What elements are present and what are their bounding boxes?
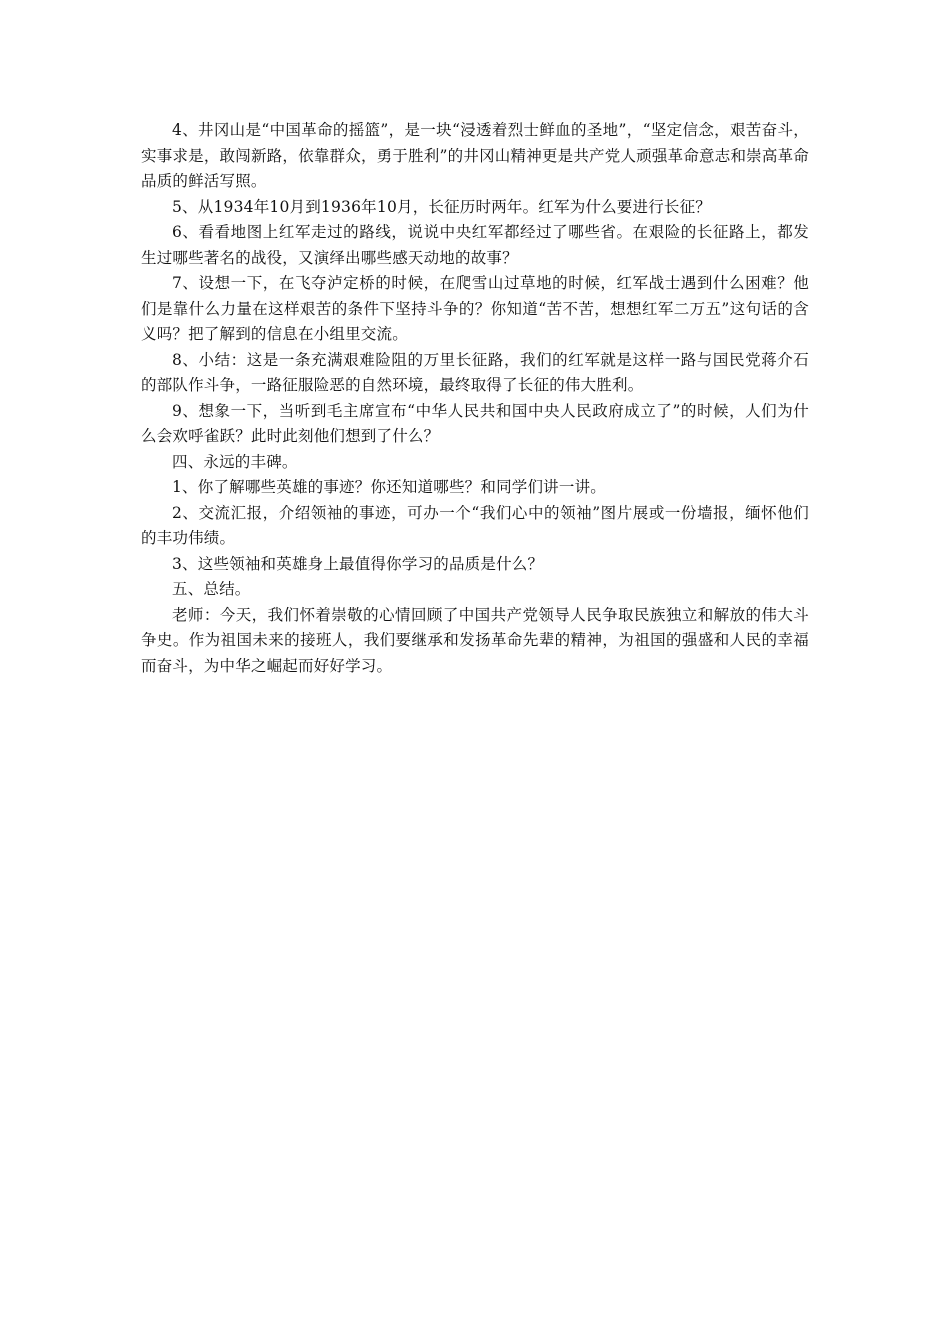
paragraph-difficulties: 7、设想一下，在飞夺泸定桥的时候，在爬雪山过草地的时候，红军战士遇到什么困难？他们是靠什么力量在这样艰苦的条件下坚持斗争的？你知道“苦不苦，想想红军二万五”这句话的含义吗？把了解到的信息在小组里交流。 — [141, 274, 809, 343]
paragraph-jinggangshan: 4、井冈山是“中国革命的摇篮”，是一块“浸透着烈士鲜血的圣地”，“坚定信念，艰苦奋斗，实事求是，敢闯新路，依靠群众，勇于胜利”的井冈山精神更是共产党人顽强革命意志和崇高革命品质的鲜活写照。 — [141, 121, 809, 190]
paragraph-long-march-duration: 5、从1934年10月到1936年10月，长征历时两年。红军为什么要进行长征？ — [172, 197, 712, 216]
paragraph-teacher-conclusion: 老师：今天，我们怀着崇敬的心情回顾了中国共产党领导人民争取民族独立和解放的伟大斗争史。作为祖国未来的接班人，我们要继承和发扬革命先辈的精神，为祖国的强盛和人民的幸福而奋斗，为中华之崛起而好好学习。 — [141, 605, 809, 675]
section-heading-monument: 四、永远的丰碑。 — [172, 452, 298, 471]
paragraph-founding: 9、想象一下，当听到毛主席宣布“中华人民共和国中央人民政府成立了”的时候，人们为什么会欢呼雀跃？此时此刻他们想到了什么？ — [141, 401, 809, 445]
paragraph-exhibition: 2、交流汇报，介绍领袖的事迹，可办一个“我们心中的领袖”图片展或一份墙报，缅怀他们的丰功伟绩。 — [141, 503, 809, 547]
paragraph-summary: 8、小结：这是一条充满艰难险阻的万里长征路，我们的红军就是这样一路与国民党蒋介石的部队作斗争，一路征服险恶的自然环境，最终取得了长征的伟大胜利。 — [141, 350, 809, 394]
paragraph-qualities: 3、这些领袖和英雄身上最值得你学习的品质是什么？ — [172, 554, 544, 573]
section-heading-conclusion: 五、总结。 — [172, 580, 251, 598]
document-body — [141, 118, 809, 679]
paragraph-heroes: 1、你了解哪些英雄的事迹？你还知道哪些？和同学们讲一讲。 — [172, 478, 606, 496]
paragraph-route-map: 6、看看地图上红军走过的路线，说说中央红军都经过了哪些省。在艰险的长征路上，都发生过哪些著名的战役，又演绎出哪些感天动地的故事？ — [141, 223, 809, 267]
